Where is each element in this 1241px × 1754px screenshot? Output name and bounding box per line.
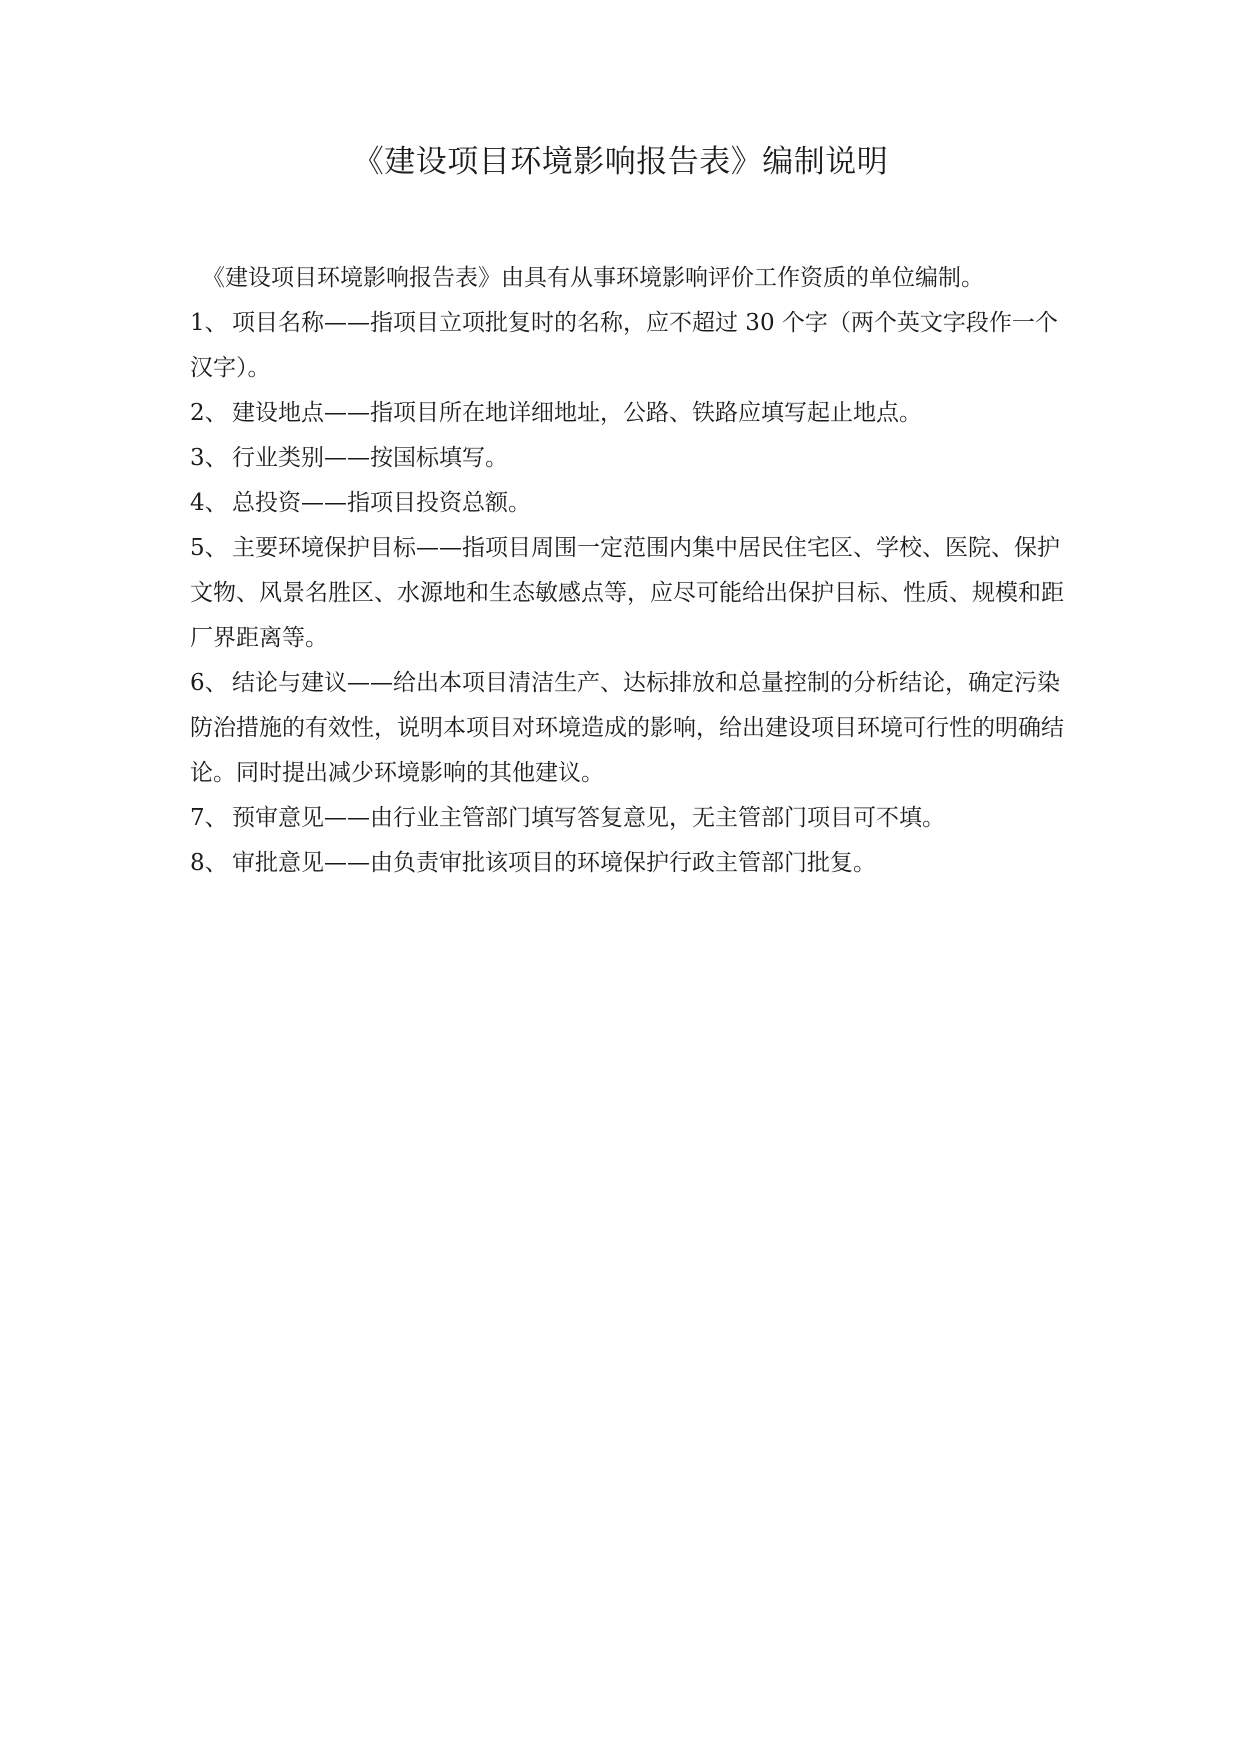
- list-item-7: [190, 796, 1080, 841]
- list-item-8: [190, 841, 1080, 886]
- item-number: 2、: [190, 400, 228, 426]
- item-text: 主要环境保护目标——指项目周围一定范围内集中居民住宅区、学校、医院、保护文物、风景名胜区、水源地和生态敏感点等，应尽可能给出保护目标、性质、规模和距厂界距离等。: [190, 535, 1064, 651]
- item-text: 审批意见——由负责审批该项目的环境保护行政主管部门批复。: [232, 850, 876, 876]
- list-item-5: [190, 526, 1080, 661]
- item-number: 6、: [190, 670, 228, 696]
- list-item-4: [190, 481, 1080, 526]
- item-text: 项目名称——指项目立项批复时的名称，应不超过 30 个字（两个英文字段作一个汉字）。: [190, 310, 1058, 381]
- list-item-3: [190, 436, 1080, 481]
- item-text: 预审意见——由行业主管部门填写答复意见，无主管部门项目可不填。: [232, 805, 945, 831]
- intro-paragraph: 《建设项目环境影响报告表》由具有从事环境影响评价工作资质的单位编制。: [202, 265, 984, 291]
- item-text: 建设地点——指项目所在地详细地址，公路、铁路应填写起止地点。: [232, 400, 922, 426]
- document-body: [190, 256, 1080, 886]
- item-number: 5、: [190, 535, 228, 561]
- list-item-6: [190, 661, 1080, 796]
- list-item-1: [190, 301, 1080, 391]
- item-number: 7、: [190, 805, 228, 831]
- item-number: 8、: [190, 850, 228, 876]
- document-title: 《建设项目环境影响报告表》编制说明: [352, 144, 889, 180]
- list-item-2: [190, 391, 1080, 436]
- item-number: 3、: [190, 445, 228, 471]
- item-number: 1、: [190, 310, 228, 336]
- item-text: 结论与建议——给出本项目清洁生产、达标排放和总量控制的分析结论，确定污染防治措施的有效性，说明本项目对环境造成的影响，给出建设项目环境可行性的明确结论。同时提出减少环境影响的其他建议。: [190, 670, 1064, 786]
- item-text: 总投资——指项目投资总额。: [232, 490, 531, 516]
- item-text: 行业类别——按国标填写。: [232, 445, 508, 471]
- item-number: 4、: [190, 490, 228, 516]
